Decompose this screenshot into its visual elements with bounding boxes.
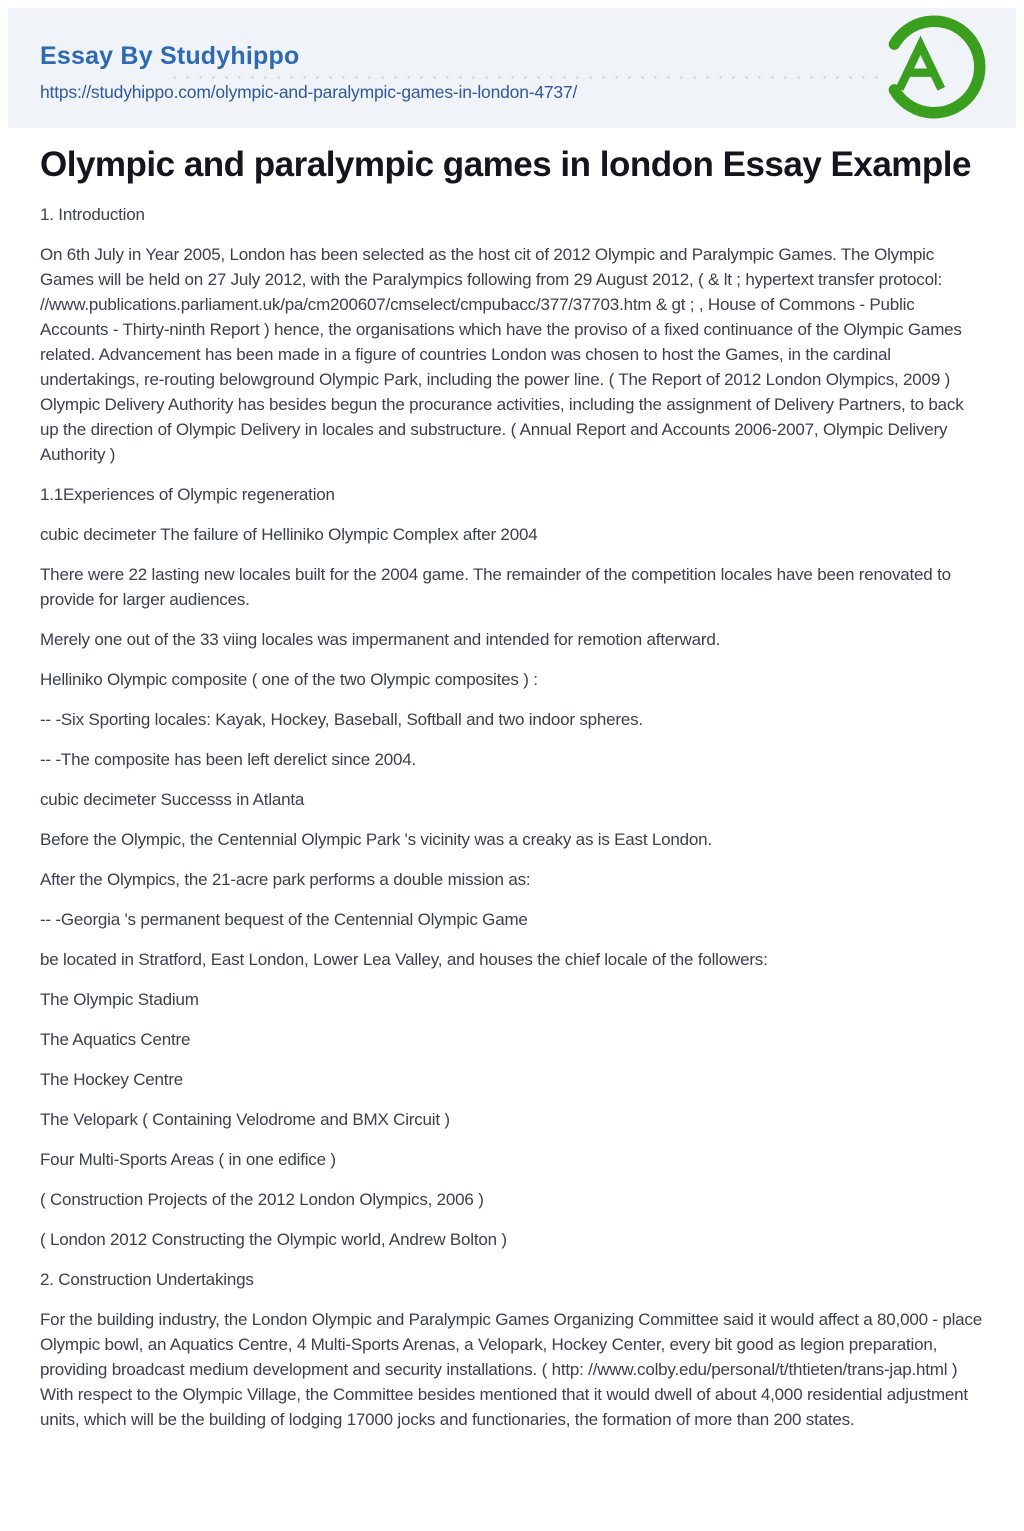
source-url-link[interactable]: https://studyhippo.com/olympic-and-paralympic-games-in-london-4737/ bbox=[40, 82, 578, 102]
paragraph: After the Olympics, the 21-acre park performs a double mission as: bbox=[40, 870, 531, 889]
list-item: -- -Six Sporting locales: Kayak, Hockey, Baseball, Softball and two indoor spheres. bbox=[40, 710, 643, 729]
list-item: The Hockey Centre bbox=[40, 1070, 184, 1089]
list-item: Four Multi-Sports Areas ( in one edifice ) bbox=[40, 1150, 336, 1169]
paragraph: Merely one out of the 33 viing locales was impermanent and intended for remotion afterward. bbox=[40, 630, 721, 649]
paragraph: cubic decimeter Successs in Atlanta bbox=[40, 790, 305, 809]
list-item: -- -The composite has been left derelict since 2004. bbox=[40, 750, 417, 769]
citation: ( Construction Projects of the 2012 London Olympics, 2006 ) bbox=[40, 1190, 484, 1209]
section-heading-regeneration: 1.1Experiences of Olympic regeneration bbox=[40, 485, 335, 504]
paragraph: Helliniko Olympic composite ( one of the two Olympic composites ) : bbox=[40, 670, 538, 689]
site-title: Essay By Studyhippo bbox=[40, 42, 300, 70]
dotted-leader-line bbox=[168, 76, 884, 79]
list-item: -- -Georgia 's permanent bequest of the Centennial Olympic Game bbox=[40, 910, 528, 929]
header bbox=[8, 8, 1016, 128]
paragraph: On 6th July in Year 2005, London has been selected as the host cit of 2012 Olympic and Paralympic Games. The Olympic Games will be held on 27 July 2012, with the Paralympics following from 29 August 2012, ( & lt ; hypertext transfer protocol: //www.publications.parliament.uk/pa/cm200607/cmselect/cmpubacc/377/37703.htm & gt ; , House of Commons - Public Accounts - Thirty-ninth Report ) hence, the organisations which have the proviso of a fixed continuance of the Olympic Games related. Advancement has been made in a figure of countries London was chosen to host the Games, in the cardinal undertakings, re-routing belowground Olympic Park, including the power line. ( The Report of 2012 London Olympics, 2009 ) Olympic Delivery Authority has besides begun the procurance activities, including the assignment of Delivery Partners, to back up the direction of Olympic Delivery in locales and substructure. ( Annual Report and Accounts 2006-2007, Olympic Delivery Authority ) bbox=[40, 245, 964, 464]
list-item: The Aquatics Centre bbox=[40, 1030, 191, 1049]
paragraph: cubic decimeter The failure of Helliniko Olympic Complex after 2004 bbox=[40, 525, 538, 544]
essay-content bbox=[40, 145, 984, 1447]
paragraph: be located in Stratford, East London, Lower Lea Valley, and houses the chief locale of the followers: bbox=[40, 950, 768, 969]
page-title: Olympic and paralympic games in london Essay Example bbox=[40, 145, 971, 184]
paragraph: Before the Olympic, the Centennial Olympic Park 's vicinity was a creaky as is East London. bbox=[40, 830, 712, 849]
list-item: The Velopark ( Containing Velodrome and BMX Circuit ) bbox=[40, 1110, 450, 1129]
paragraph: For the building industry, the London Olympic and Paralympic Games Organizing Committee said it would affect a 80,000 - place Olympic bowl, an Aquatics Centre, 4 Multi-Sports Arenas, a Velopark, Hockey Center, every bit good as legion preparation, providing broadcast medium development and security installations. ( http: //www.colby.edu/personal/t/thtieten/trans-jap.html ) With respect to the Olympic Village, the Committee besides mentioned that it would dwell of about 4,000 residential adjustment units, which will be the building of lodging 17000 jocks and functionaries, the formation of more than 200 states. bbox=[40, 1310, 982, 1429]
studyhippo-logo-icon bbox=[882, 15, 986, 119]
section-heading-construction: 2. Construction Undertakings bbox=[40, 1270, 254, 1289]
citation: ( London 2012 Constructing the Olympic world, Andrew Bolton ) bbox=[40, 1230, 507, 1249]
section-heading-introduction: 1. Introduction bbox=[40, 205, 145, 224]
logo-letter-a bbox=[900, 45, 942, 89]
paragraph: There were 22 lasting new locales built for the 2004 game. The remainder of the competition locales have been renovated to provide for larger audiences. bbox=[40, 565, 951, 609]
list-item: The Olympic Stadium bbox=[40, 990, 199, 1009]
